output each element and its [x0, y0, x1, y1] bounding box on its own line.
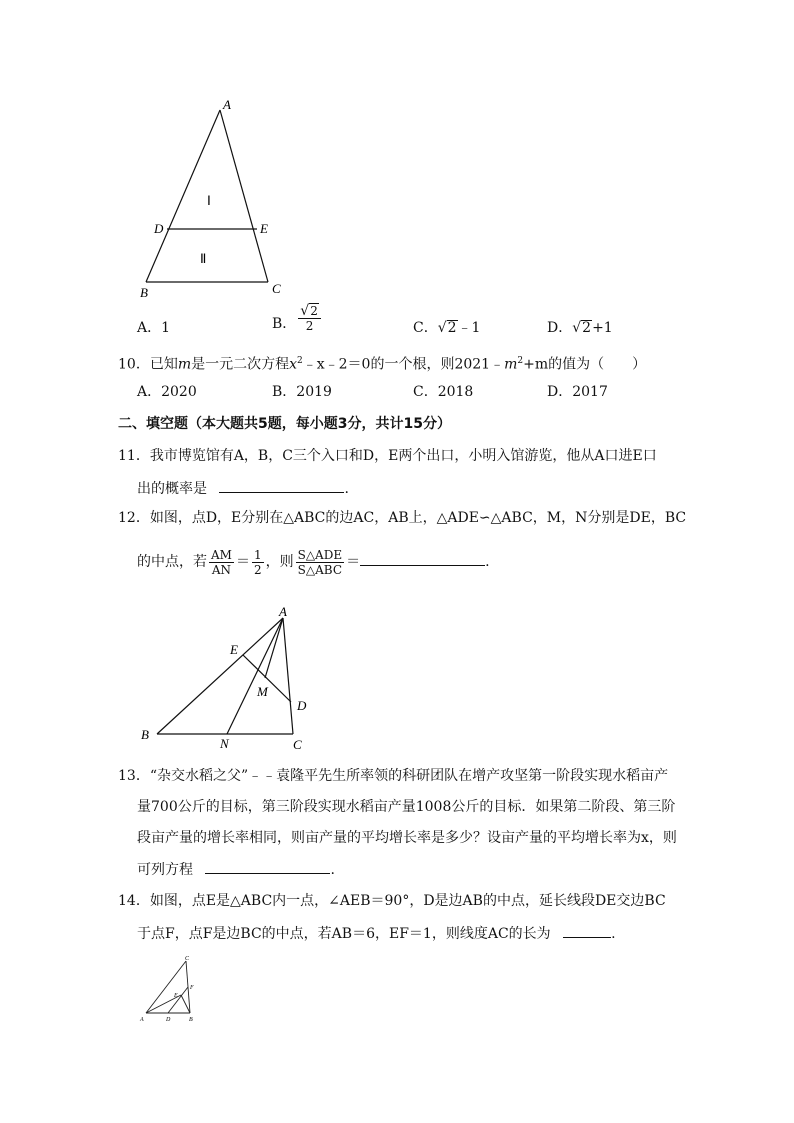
q13-line1: 13．“杂交水稻之父”﹣﹣袁隆平先生所率领的科研团队在增产攻坚第一阶段实现水稻亩产 — [118, 768, 669, 784]
q9-option-b-fraction: $\frac{√2}{2}$ — [298, 303, 321, 333]
label-n: N — [220, 736, 229, 751]
q12-text-pre: 的中点，若 — [137, 554, 207, 570]
q9-option-b-denominator: 2 — [305, 319, 314, 333]
q9-option-b-radicand: 2 — [310, 304, 318, 318]
label-e: E — [230, 642, 238, 657]
q12-frac2-num: 1 — [253, 547, 262, 562]
q10-plus-m: +m — [523, 356, 549, 373]
q9-option-d-radicand: 2 — [582, 320, 592, 336]
label-b: B — [141, 727, 149, 742]
label-d: D — [166, 1017, 171, 1023]
q14-answer-blank[interactable] — [563, 923, 611, 938]
q12-eq: ＝ — [235, 554, 250, 570]
q10-var-x: x — [289, 356, 298, 373]
label-e: E — [260, 221, 268, 236]
side-ac — [146, 961, 186, 1013]
q12-line1: 12．如图，点D，E分别在△ABC的边AC，AB上，△ADE∽△ABC，M，N分别是DE，BC — [118, 510, 687, 526]
q10-option-c[interactable]: C．2018 — [413, 384, 474, 400]
q13-line4-end: . — [330, 862, 335, 878]
q13-line4 — [137, 859, 335, 880]
q12-frac3-num: S△ADE — [297, 547, 343, 562]
q9-option-b-prefix: B． — [272, 316, 297, 332]
q12-frac1-den: AN — [211, 562, 232, 577]
q9-option-c-suffix: ﹣1 — [457, 320, 481, 336]
q12-eq2: ＝ — [346, 554, 361, 570]
q11-line1: 11．我市博览馆有A，B，C三个入口和D，E两个出口，小明入馆游览，他从A口进E口 — [118, 448, 657, 464]
region-label-2: Ⅱ — [200, 251, 207, 266]
label-m: M — [257, 684, 268, 699]
q13-answer-blank[interactable] — [205, 859, 330, 874]
q10-stem: 10．已知m是一元二次方程$x^2﹣x﹣2=0$的一个根，则$2021﹣m^2+m$的值为（ ） — [118, 356, 647, 373]
q11-line2 — [137, 478, 349, 499]
q14-line2 — [137, 923, 616, 944]
q14-line2-text: 于点F，点F是边BC的中点，若AB＝6，EF＝1，则线度AC的长为 — [137, 926, 551, 942]
q12-frac2-den: 2 — [253, 562, 262, 577]
q9-option-d-suffix: +1 — [592, 320, 613, 336]
label-d: D — [297, 698, 307, 713]
label-d: D — [154, 221, 164, 236]
q10-text-end: 的值为（ ） — [548, 356, 647, 373]
q14-line2-end: . — [611, 926, 616, 942]
q12-frac3-den: S△ABC — [297, 562, 343, 577]
q9-option-d[interactable]: D．√2+1 — [547, 320, 613, 336]
segment-an — [227, 618, 283, 734]
figure-q14-triangle — [138, 955, 208, 1025]
label-b: B — [189, 1017, 193, 1023]
label-c: C — [185, 956, 190, 962]
label-b: B — [140, 285, 148, 300]
q10-option-b[interactable]: B．2019 — [272, 384, 332, 400]
label-c: C — [272, 281, 281, 296]
q12-fraction-am-an — [209, 548, 234, 577]
label-e: E — [174, 993, 178, 999]
q10-option-d[interactable]: D．2017 — [547, 384, 608, 400]
label-a: A — [223, 97, 231, 112]
q9-option-c[interactable]: C．√2﹣1 — [413, 320, 481, 336]
q9-option-b[interactable] — [272, 303, 323, 334]
region-label-1: Ⅰ — [207, 193, 211, 208]
figure-q9-triangle — [130, 95, 300, 305]
label-c: C — [293, 737, 302, 752]
q12-end: . — [485, 554, 490, 570]
q10-text-pre: 10．已知 — [118, 356, 178, 373]
q12-fraction-half — [252, 548, 264, 577]
figure-q12-triangle — [135, 600, 315, 755]
q9-options — [137, 303, 697, 344]
q10-option-a[interactable]: A．2020 — [137, 384, 197, 400]
q11-line2-text: 出的概率是 — [137, 481, 207, 497]
q11-answer-blank[interactable] — [219, 478, 344, 493]
label-a: A — [279, 604, 287, 619]
q13-line3: 段亩产量的增长率相同，则亩产量的平均增长率是多少？设亩产量的平均增长率为x，则 — [137, 830, 677, 846]
q10-square: 2 — [517, 356, 524, 366]
q10-var-m2: m — [504, 356, 518, 373]
q12-frac1-num: AM — [211, 547, 232, 562]
q12-answer-blank[interactable] — [360, 551, 485, 566]
q14-line1: 14．如图，点E是△ABC内一点，∠AEB＝90°，D是边AB的中点，延长线段DE交边BC — [118, 893, 666, 909]
q12-line2 — [137, 542, 490, 582]
label-a: A — [140, 1017, 144, 1023]
q10-var-m: m — [177, 356, 192, 373]
side-ac — [220, 110, 268, 282]
q12-then: ，则 — [265, 554, 294, 570]
q10-text-mid: 是一元二次方程 — [191, 356, 290, 373]
q9-option-c-prefix: C． — [413, 320, 438, 336]
q12-fraction-area — [296, 548, 345, 577]
q13-line4-text: 可列方程 — [137, 862, 193, 878]
q10-eq-rest: ﹣x﹣2＝0的一个根，则2021﹣ — [302, 356, 505, 373]
q11-line2-end: . — [344, 481, 349, 497]
q9-option-d-prefix: D． — [547, 320, 573, 336]
q9-option-c-radicand: 2 — [447, 320, 457, 336]
label-f: F — [190, 985, 194, 991]
section-heading: 二、填空题（本大题共5题，每小题3分，共计15分） — [118, 416, 451, 432]
q9-option-a[interactable]: A．1 — [137, 320, 171, 336]
side-ac — [283, 618, 293, 734]
q13-line2: 量700公斤的目标，第三阶段实现水稻亩产量1008公斤的目标．如果第二阶段、第三阶 — [137, 799, 676, 815]
